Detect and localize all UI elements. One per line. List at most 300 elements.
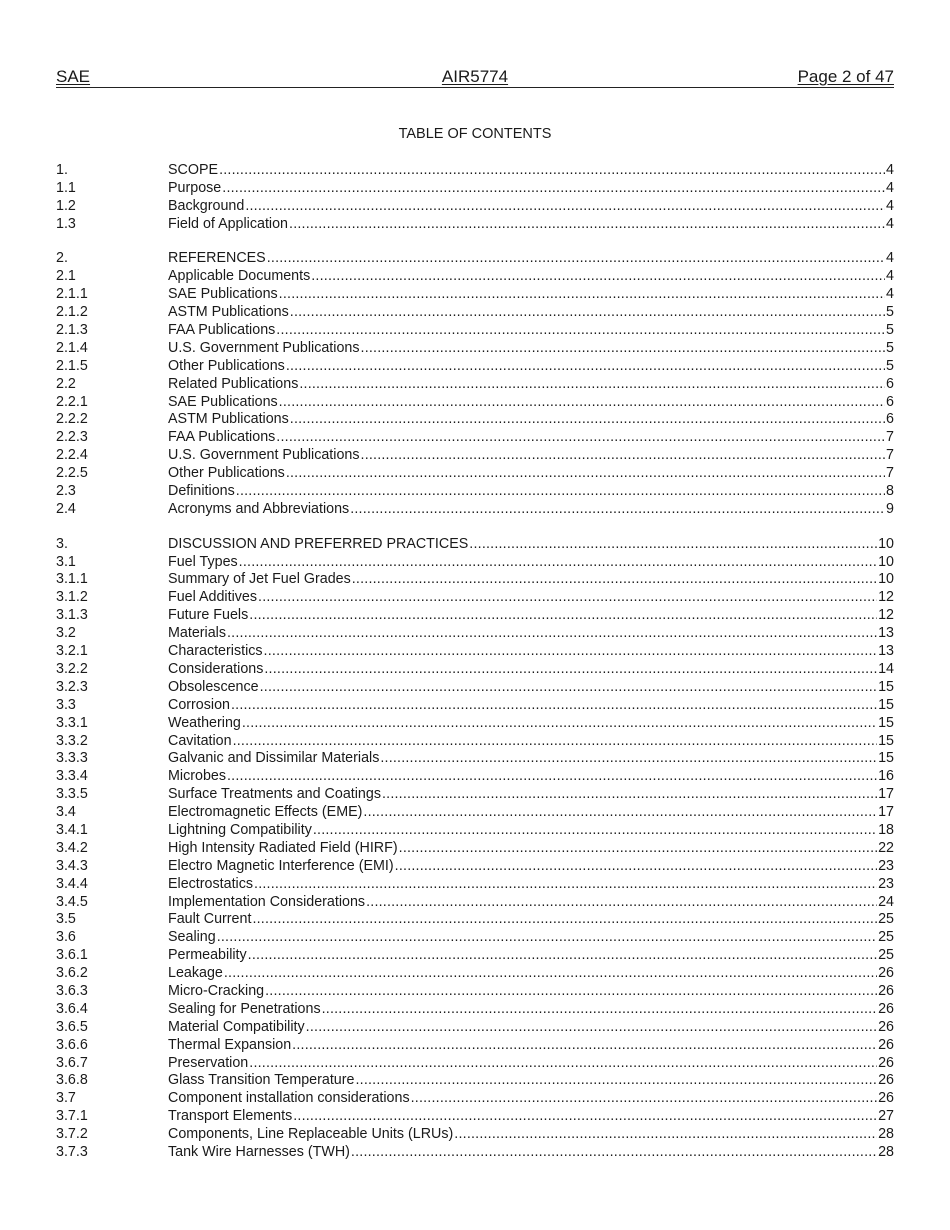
header-doc-number: AIR5774 <box>441 67 509 86</box>
toc-dot-leader <box>254 876 877 894</box>
toc-dot-leader <box>299 376 885 394</box>
toc-dot-leader <box>411 1090 877 1108</box>
toc-section-title[interactable]: Tank Wire Harnesses (TWH) <box>168 1143 350 1160</box>
toc-page-number: 6 <box>886 411 894 428</box>
toc-entry[interactable] <box>168 822 894 840</box>
toc-entry[interactable] <box>168 750 894 768</box>
toc-row[interactable] <box>56 1090 894 1108</box>
toc-entry[interactable] <box>168 1144 894 1162</box>
toc-entry[interactable] <box>168 947 894 965</box>
toc-entry[interactable] <box>168 198 894 216</box>
toc-row[interactable] <box>56 750 894 768</box>
toc-dot-leader <box>252 911 877 929</box>
toc-row[interactable] <box>56 447 894 465</box>
toc-entry[interactable] <box>168 929 894 947</box>
toc-dot-leader <box>366 894 877 912</box>
toc-row[interactable] <box>56 876 894 894</box>
toc-section-title[interactable]: Permeability <box>168 947 247 964</box>
toc-row[interactable] <box>56 198 894 216</box>
toc-section-number: 3.2.1 <box>56 643 88 660</box>
toc-entry[interactable] <box>168 858 894 876</box>
toc-section-number: 3.1.1 <box>56 571 88 588</box>
toc-dot-leader <box>264 643 878 661</box>
toc-section-title[interactable]: Galvanic and Dissimilar Materials <box>168 750 380 767</box>
toc-section-title[interactable]: Materials <box>168 625 226 642</box>
toc-section-title[interactable]: Micro-Cracking <box>168 982 265 999</box>
toc-section-title[interactable]: Field of Application <box>168 215 289 232</box>
toc-row[interactable] <box>56 465 894 483</box>
toc-section-title[interactable]: Components, Line Replaceable Units (LRUs) <box>168 1126 454 1143</box>
toc-entry[interactable] <box>168 1126 894 1144</box>
toc-page-number: 7 <box>886 465 894 482</box>
toc-row[interactable] <box>56 911 894 929</box>
toc-entry[interactable] <box>168 286 894 304</box>
toc-page-number: 8 <box>886 483 894 500</box>
toc-row[interactable] <box>56 483 894 501</box>
toc-row[interactable] <box>56 286 894 304</box>
toc-section-title[interactable]: FAA Publications <box>168 429 276 446</box>
toc-entry[interactable] <box>168 180 894 198</box>
toc-section-title[interactable]: Obsolescence <box>168 678 259 695</box>
toc-entry[interactable] <box>168 840 894 858</box>
toc-entry[interactable] <box>168 447 894 465</box>
toc-row[interactable] <box>56 1019 894 1037</box>
toc-section-title[interactable]: Component installation considerations <box>168 1090 410 1107</box>
toc-dot-leader <box>322 1001 877 1019</box>
toc-section-number: 3.7.1 <box>56 1108 88 1125</box>
toc-entry[interactable] <box>168 679 894 697</box>
toc-page-number: 15 <box>878 714 894 731</box>
toc-section-title[interactable]: Microbes <box>168 768 226 785</box>
toc-row[interactable] <box>56 804 894 822</box>
toc-dot-leader <box>249 607 877 625</box>
toc-dot-leader <box>293 1108 877 1126</box>
toc-row[interactable] <box>56 162 894 180</box>
toc-dot-leader <box>279 286 885 304</box>
toc-section-title[interactable]: U.S. Government Publications <box>168 339 360 356</box>
toc-entry[interactable] <box>168 643 894 661</box>
toc-dot-leader <box>239 554 877 572</box>
toc-page-number: 12 <box>878 589 894 606</box>
toc-entry[interactable] <box>168 625 894 643</box>
toc-section-title[interactable]: REFERENCES <box>168 250 266 267</box>
toc-row[interactable] <box>56 643 894 661</box>
toc-section-title[interactable]: Transport Elements <box>168 1108 293 1125</box>
toc-dot-leader <box>311 268 885 286</box>
toc-page-number: 5 <box>886 339 894 356</box>
toc-page-number: 5 <box>886 357 894 374</box>
toc-section-number: 3.6.4 <box>56 1000 88 1017</box>
toc-section-number: 3.1 <box>56 553 76 570</box>
toc-section-title[interactable]: Applicable Documents <box>168 268 311 285</box>
toc-page-number: 16 <box>878 768 894 785</box>
toc-row[interactable] <box>56 947 894 965</box>
toc-page-number: 17 <box>878 786 894 803</box>
toc-row[interactable] <box>56 679 894 697</box>
toc-section-number: 3.3.1 <box>56 714 88 731</box>
toc-section-number: 3.2 <box>56 625 76 642</box>
toc-dot-leader <box>290 411 885 429</box>
toc-dot-leader <box>292 1037 877 1055</box>
toc-section-number: 3.3 <box>56 696 76 713</box>
toc-section-number: 3.1.2 <box>56 589 88 606</box>
toc-page-number: 15 <box>878 750 894 767</box>
toc-row[interactable] <box>56 554 894 572</box>
toc-dot-leader <box>242 715 877 733</box>
toc-entry[interactable] <box>168 465 894 483</box>
toc-entry[interactable] <box>168 376 894 394</box>
toc-row[interactable] <box>56 250 894 268</box>
toc-section-number: 3.6.7 <box>56 1054 88 1071</box>
toc-section-number: 3.3.2 <box>56 732 88 749</box>
toc-section-number: 1.2 <box>56 197 76 214</box>
toc-dot-leader <box>265 983 877 1001</box>
toc-entry[interactable] <box>168 786 894 804</box>
toc-section-title[interactable]: High Intensity Radiated Field (HIRF) <box>168 839 398 856</box>
toc-row[interactable] <box>56 715 894 733</box>
toc-row[interactable] <box>56 536 894 554</box>
toc-dot-leader <box>395 858 877 876</box>
toc-dot-leader <box>286 465 885 483</box>
toc-section-number: 2.1.1 <box>56 286 88 303</box>
toc-dot-leader <box>454 1126 877 1144</box>
toc-section-title[interactable]: Other Publications <box>168 357 285 374</box>
toc-section-number: 3.3.3 <box>56 750 88 767</box>
toc-row[interactable] <box>56 1126 894 1144</box>
toc-section-number: 3.6 <box>56 929 76 946</box>
toc-section-number: 1.1 <box>56 179 76 196</box>
toc-dot-leader <box>351 1144 877 1162</box>
toc-entry[interactable] <box>168 554 894 572</box>
toc-dot-leader <box>399 840 877 858</box>
toc-row[interactable] <box>56 894 894 912</box>
toc-row[interactable] <box>56 733 894 751</box>
toc-dot-leader <box>219 162 885 180</box>
toc-section-title[interactable]: Characteristics <box>168 643 263 660</box>
toc-section-title[interactable]: Cavitation <box>168 732 232 749</box>
toc-section-title[interactable]: Glass Transition Temperature <box>168 1072 355 1089</box>
toc-page-number: 27 <box>878 1108 894 1125</box>
toc-section-title[interactable]: Background <box>168 197 245 214</box>
toc-page-number: 4 <box>886 286 894 303</box>
toc-entry[interactable] <box>168 607 894 625</box>
toc-section-number: 3.4.3 <box>56 857 88 874</box>
toc-section-title[interactable]: Summary of Jet Fuel Grades <box>168 571 351 588</box>
toc-section-title[interactable]: Electro Magnetic Interference (EMI) <box>168 857 394 874</box>
toc-section-title[interactable]: Fault Current <box>168 911 252 928</box>
header-org: SAE <box>56 67 91 86</box>
toc-dot-leader <box>361 447 886 465</box>
toc-section-title[interactable]: Sealing <box>168 929 216 946</box>
toc-section-number: 1.3 <box>56 215 76 232</box>
toc-page-number: 26 <box>878 982 894 999</box>
toc-entry[interactable] <box>168 733 894 751</box>
toc-row[interactable] <box>56 697 894 715</box>
toc-section-title[interactable]: Weathering <box>168 714 241 731</box>
toc-section-number: 3.6.2 <box>56 965 88 982</box>
toc-page-number: 25 <box>878 911 894 928</box>
toc-page-number: 10 <box>878 571 894 588</box>
toc-page-number: 6 <box>886 393 894 410</box>
toc-row[interactable] <box>56 304 894 322</box>
toc-dot-leader <box>249 1055 877 1073</box>
toc-section-number: 3.4.4 <box>56 875 88 892</box>
toc-section-title[interactable]: Acronyms and Abbreviations <box>168 500 350 517</box>
toc-page-number: 23 <box>878 875 894 892</box>
toc-section-title[interactable]: Considerations <box>168 660 264 677</box>
toc-entry[interactable] <box>168 589 894 607</box>
toc-row[interactable] <box>56 1001 894 1019</box>
toc-section-number: 3.1.3 <box>56 607 88 624</box>
toc-entry[interactable] <box>168 715 894 733</box>
toc-dot-leader <box>264 661 877 679</box>
toc-row[interactable] <box>56 661 894 679</box>
toc-dot-leader <box>352 571 877 589</box>
toc-section-title[interactable]: Implementation Considerations <box>168 893 366 910</box>
toc-entry[interactable] <box>168 1055 894 1073</box>
toc-dot-leader <box>227 625 877 643</box>
toc-page-number: 4 <box>886 215 894 232</box>
toc-row[interactable] <box>56 322 894 340</box>
toc-row[interactable] <box>56 786 894 804</box>
toc-section-title[interactable]: ASTM Publications <box>168 304 289 321</box>
toc-page-number: 23 <box>878 857 894 874</box>
toc-dot-leader <box>231 697 877 715</box>
toc-entry[interactable] <box>168 965 894 983</box>
table-of-contents <box>56 162 894 1162</box>
toc-section-title[interactable]: Fuel Types <box>168 553 238 570</box>
toc-dot-leader <box>236 483 885 501</box>
toc-row[interactable] <box>56 429 894 447</box>
toc-entry[interactable] <box>168 304 894 322</box>
toc-page-number: 13 <box>878 643 894 660</box>
toc-entry[interactable] <box>168 911 894 929</box>
toc-section-number: 3.3.5 <box>56 786 88 803</box>
toc-section-number: 2.1.4 <box>56 339 88 356</box>
toc-dot-leader <box>290 304 885 322</box>
toc-row[interactable] <box>56 929 894 947</box>
toc-entry[interactable] <box>168 1037 894 1055</box>
toc-row[interactable] <box>56 180 894 198</box>
toc-row[interactable] <box>56 607 894 625</box>
toc-row[interactable] <box>56 268 894 286</box>
toc-page-number: 4 <box>886 179 894 196</box>
toc-entry[interactable] <box>168 571 894 589</box>
toc-entry[interactable] <box>168 322 894 340</box>
toc-dot-leader <box>267 250 885 268</box>
toc-section-number: 3.4.5 <box>56 893 88 910</box>
toc-entry[interactable] <box>168 768 894 786</box>
toc-section-title[interactable]: FAA Publications <box>168 322 276 339</box>
toc-section-title[interactable]: Surface Treatments and Coatings <box>168 786 381 803</box>
toc-page-number: 15 <box>878 678 894 695</box>
toc-section-title[interactable]: Electromagnetic Effects (EME) <box>168 804 363 821</box>
toc-section-number: 3.7.2 <box>56 1126 88 1143</box>
toc-row[interactable] <box>56 625 894 643</box>
toc-section-number: 3.7 <box>56 1090 76 1107</box>
toc-dot-leader <box>258 589 877 607</box>
toc-section-title[interactable]: Sealing for Penetrations <box>168 1000 321 1017</box>
toc-row[interactable] <box>56 216 894 234</box>
toc-page-number: 7 <box>886 447 894 464</box>
toc-section-title[interactable]: Purpose <box>168 179 222 196</box>
toc-page-number: 4 <box>886 197 894 214</box>
toc-row[interactable] <box>56 965 894 983</box>
toc-section-title[interactable]: Leakage <box>168 965 223 982</box>
toc-section-title[interactable]: U.S. Government Publications <box>168 447 360 464</box>
header-page-number: Page 2 of 47 <box>797 67 894 86</box>
toc-section-number: 2.2.3 <box>56 429 88 446</box>
toc-row[interactable] <box>56 1055 894 1073</box>
toc-dot-leader <box>355 1072 877 1090</box>
toc-dot-leader <box>245 198 885 216</box>
toc-entry[interactable] <box>168 661 894 679</box>
toc-entry[interactable] <box>168 483 894 501</box>
toc-dot-leader <box>276 429 885 447</box>
toc-page-number: 15 <box>878 732 894 749</box>
toc-entry[interactable] <box>168 250 894 268</box>
toc-page-number: 26 <box>878 1054 894 1071</box>
toc-entry[interactable] <box>168 162 894 180</box>
toc-entry[interactable] <box>168 697 894 715</box>
toc-section-gap <box>56 519 894 536</box>
toc-section-title[interactable]: Electrostatics <box>168 875 254 892</box>
toc-page-number: 4 <box>886 268 894 285</box>
toc-section-title[interactable]: Preservation <box>168 1054 249 1071</box>
toc-section-title[interactable]: Definitions <box>168 483 235 500</box>
toc-dot-leader <box>361 340 886 358</box>
toc-entry[interactable] <box>168 1072 894 1090</box>
toc-page-number: 7 <box>886 429 894 446</box>
toc-page-number: 26 <box>878 1072 894 1089</box>
toc-row[interactable] <box>56 768 894 786</box>
toc-row[interactable] <box>56 1037 894 1055</box>
toc-section-number: 3.6.8 <box>56 1072 88 1089</box>
toc-dot-leader <box>276 322 885 340</box>
toc-page-number: 12 <box>878 607 894 624</box>
toc-section-number: 3.4.2 <box>56 839 88 856</box>
toc-page-number: 17 <box>878 804 894 821</box>
toc-entry[interactable] <box>168 358 894 376</box>
toc-section-number: 3.6.1 <box>56 947 88 964</box>
toc-dot-leader <box>380 750 877 768</box>
toc-section-title[interactable]: Future Fuels <box>168 607 249 624</box>
toc-dot-leader <box>469 536 877 554</box>
toc-entry[interactable] <box>168 340 894 358</box>
toc-row[interactable] <box>56 571 894 589</box>
toc-section-title[interactable]: DISCUSSION AND PREFERRED PRACTICES <box>168 535 469 552</box>
toc-section-number: 2. <box>56 250 68 267</box>
toc-row[interactable] <box>56 1108 894 1126</box>
toc-page-number: 5 <box>886 304 894 321</box>
toc-row[interactable] <box>56 501 894 519</box>
toc-entry[interactable] <box>168 268 894 286</box>
toc-section-number: 3.2.3 <box>56 678 88 695</box>
toc-row[interactable] <box>56 358 894 376</box>
toc-entry[interactable] <box>168 894 894 912</box>
toc-section-gap <box>56 234 894 251</box>
toc-page-number: 5 <box>886 322 894 339</box>
toc-entry[interactable] <box>168 429 894 447</box>
toc-dot-leader <box>382 786 877 804</box>
toc-section-number: 2.1.3 <box>56 322 88 339</box>
toc-row[interactable] <box>56 858 894 876</box>
toc-section-title[interactable]: SAE Publications <box>168 393 278 410</box>
toc-row[interactable] <box>56 340 894 358</box>
toc-entry[interactable] <box>168 1019 894 1037</box>
toc-row[interactable] <box>56 1072 894 1090</box>
toc-section-title[interactable]: Fuel Additives <box>168 589 258 606</box>
toc-section-number: 2.2.2 <box>56 411 88 428</box>
toc-page-number: 28 <box>878 1143 894 1160</box>
toc-section-title[interactable]: SAE Publications <box>168 286 278 303</box>
toc-section-title[interactable]: Lightning Compatibility <box>168 821 312 838</box>
toc-section-title[interactable]: Other Publications <box>168 465 285 482</box>
toc-section-number: 2.3 <box>56 483 76 500</box>
toc-section-number: 3. <box>56 535 68 552</box>
toc-entry[interactable] <box>168 1090 894 1108</box>
toc-page-number: 26 <box>878 965 894 982</box>
toc-section-number: 3.3.4 <box>56 768 88 785</box>
toc-section-number: 2.1 <box>56 268 76 285</box>
toc-page-number: 26 <box>878 1090 894 1107</box>
toc-section-number: 3.5 <box>56 911 76 928</box>
toc-entry[interactable] <box>168 804 894 822</box>
toc-page-number: 24 <box>878 893 894 910</box>
toc-page-number: 9 <box>886 500 894 517</box>
toc-section-title[interactable]: Related Publications <box>168 375 299 392</box>
toc-section-number: 3.6.5 <box>56 1018 88 1035</box>
toc-section-number: 3.2.2 <box>56 660 88 677</box>
toc-entry[interactable] <box>168 983 894 1001</box>
toc-row[interactable] <box>56 983 894 1001</box>
toc-entry[interactable] <box>168 501 894 519</box>
toc-section-number: 2.2 <box>56 375 76 392</box>
toc-section-number: 1. <box>56 162 68 178</box>
toc-section-number: 2.1.2 <box>56 304 88 321</box>
toc-page-number: 6 <box>886 375 894 392</box>
toc-page-number: 25 <box>878 929 894 946</box>
toc-row[interactable] <box>56 376 894 394</box>
toc-page-number: 22 <box>878 839 894 856</box>
toc-section-number: 3.7.3 <box>56 1143 88 1160</box>
toc-section-title[interactable]: SCOPE <box>168 162 219 178</box>
toc-dot-leader <box>286 358 885 376</box>
toc-entry[interactable] <box>168 1001 894 1019</box>
toc-row[interactable] <box>56 411 894 429</box>
toc-row[interactable] <box>56 822 894 840</box>
toc-section-title[interactable]: Material Compatibility <box>168 1018 305 1035</box>
toc-section-title[interactable]: Corrosion <box>168 696 230 713</box>
toc-page-number: 13 <box>878 625 894 642</box>
toc-entry[interactable] <box>168 411 894 429</box>
toc-row[interactable] <box>56 589 894 607</box>
toc-dot-leader <box>260 679 877 697</box>
toc-row[interactable] <box>56 394 894 412</box>
toc-dot-leader <box>217 929 877 947</box>
toc-dot-leader <box>224 965 877 983</box>
toc-entry[interactable] <box>168 1108 894 1126</box>
toc-entry[interactable] <box>168 216 894 234</box>
toc-row[interactable] <box>56 840 894 858</box>
toc-section-title[interactable]: ASTM Publications <box>168 411 289 428</box>
toc-section-title[interactable]: Thermal Expansion <box>168 1036 292 1053</box>
toc-entry[interactable] <box>168 536 894 554</box>
toc-page-number: 18 <box>878 821 894 838</box>
toc-row[interactable] <box>56 1144 894 1162</box>
toc-entry[interactable] <box>168 876 894 894</box>
toc-entry[interactable] <box>168 394 894 412</box>
